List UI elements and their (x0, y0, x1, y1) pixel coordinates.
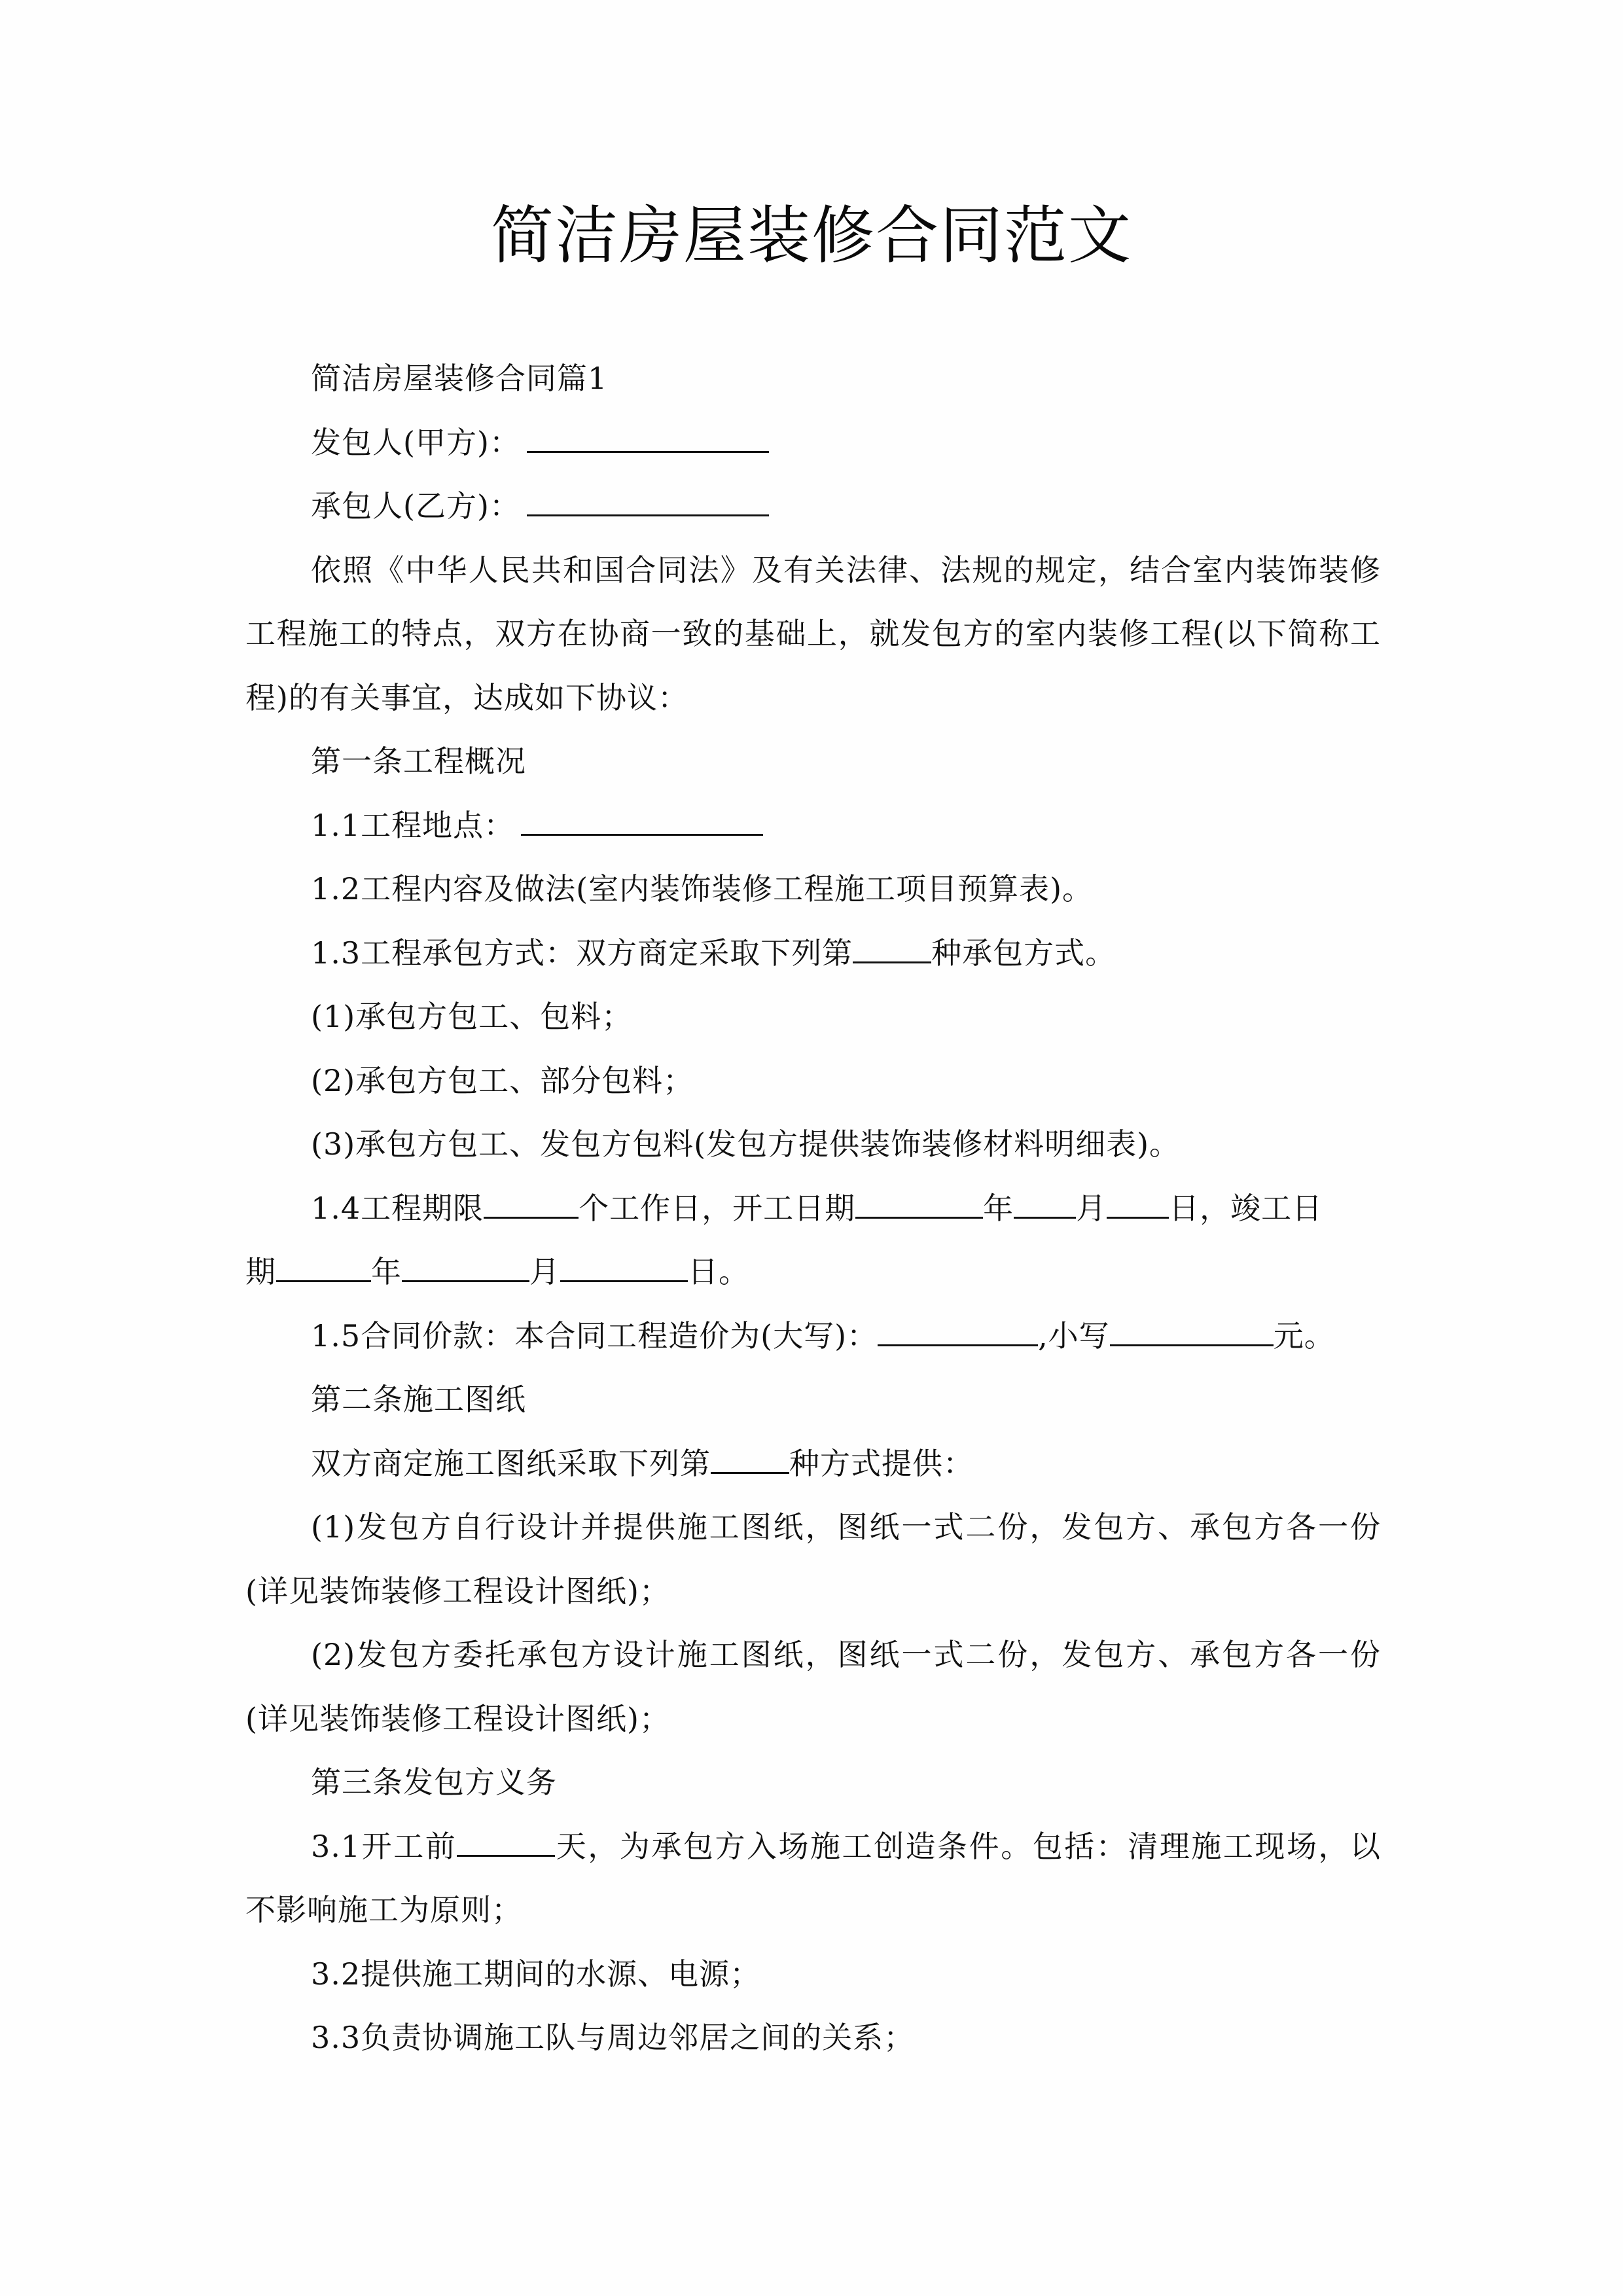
clause-3-3: 3.3负责协调施工队与周边邻居之间的关系； (311, 2020, 915, 2055)
month-label: 月 (529, 1254, 560, 1289)
clause-3-1-text: 3.1开工前 (311, 1828, 457, 1864)
clause-1-3-suffix: 种承包方式。 (931, 935, 1116, 971)
currency-label: 元。 (1273, 1318, 1335, 1354)
day-label: 日。 (688, 1254, 749, 1289)
document-body (245, 347, 1381, 2070)
end-date-label-cont: 期 (245, 1254, 276, 1289)
article1-heading: 第一条工程概况 (311, 744, 526, 779)
start-day-blank[interactable] (1107, 1191, 1169, 1219)
article2-heading: 第二条施工图纸 (311, 1382, 526, 1417)
party-b-line (245, 475, 1381, 539)
price-uppercase-blank[interactable] (878, 1318, 1038, 1346)
clause-1-5 (245, 1304, 1381, 1369)
article2-option-2: (2)发包方委托承包方设计施工图纸，图纸一式二份，发包方、承包方各一份(详见装饰装修工程设计图纸)； (245, 1637, 1381, 1736)
party-b-blank[interactable] (527, 488, 769, 516)
end-year-blank[interactable] (276, 1254, 371, 1282)
party-a-label: 发包人(甲方)： (311, 424, 520, 460)
article2-intro (245, 1432, 1381, 1496)
start-year-blank[interactable] (855, 1191, 983, 1219)
price-lowercase-blank[interactable] (1110, 1318, 1274, 1346)
month-label: 月 (1076, 1190, 1107, 1226)
year-label: 年 (371, 1254, 402, 1289)
party-a-blank[interactable] (527, 425, 769, 453)
work-days-blank[interactable] (484, 1191, 579, 1219)
document-title: 简洁房屋装修合同范文 (491, 199, 1132, 272)
clause-1-1 (245, 794, 1381, 858)
option-3: (3)承包方包工、发包方包料(发包方提供装饰装修材料明细表)。 (311, 1126, 1181, 1162)
clause-1-4-line1 (245, 1177, 1381, 1241)
clause-1-1-label: 1.1工程地点： (311, 807, 515, 843)
preamble-paragraph: 依照《中华人民共和国合同法》及有关法律、法规的规定，结合室内装饰装修工程施工的特点，双方在协商一致的基础上，就发包方的室内装修工程(以下简称工程)的有关事宜，达成如下协议： (245, 552, 1381, 715)
contract-mode-blank[interactable] (853, 935, 931, 963)
year-label: 年 (983, 1190, 1014, 1226)
article2-option-1: (1)发包方自行设计并提供施工图纸，图纸一式二份，发包方、承包方各一份(详见装饰装修工程设计图纸)； (245, 1509, 1381, 1609)
start-date-label: 个工作日，开工日期 (579, 1190, 856, 1226)
price-lowercase-label: ,小写 (1038, 1318, 1110, 1354)
clause-1-4-text: 1.4工程期限 (311, 1190, 484, 1226)
clause-1-3-text: 1.3工程承包方式：双方商定采取下列第 (311, 935, 853, 971)
start-month-blank[interactable] (1014, 1191, 1076, 1219)
option-1: (1)承包方包工、包料； (311, 999, 633, 1034)
clause-1-3 (245, 922, 1381, 986)
party-b-label: 承包人(乙方)： (311, 488, 520, 524)
site-address-blank[interactable] (521, 808, 763, 836)
clause-3-1-suffix: 天，为承包方入场施工创造条件。包括：清理施工现场，以不影响施工为原则； (245, 1828, 1382, 1928)
section-heading: 简洁房屋装修合同篇1 (311, 361, 608, 396)
clause-3-1 (245, 1815, 1381, 1943)
end-date-label: 日，竣工日 (1169, 1190, 1323, 1226)
clause-1-2: 1.2工程内容及做法(室内装饰装修工程施工项目预算表)。 (311, 871, 1094, 906)
party-a-line (245, 411, 1381, 475)
clause-3-2: 3.2提供施工期间的水源、电源； (311, 1956, 761, 1992)
article3-heading: 第三条发包方义务 (311, 1765, 557, 1800)
contract-price-label: 1.5合同价款：本合同工程造价为(大写)： (311, 1318, 878, 1354)
drawing-mode-blank[interactable] (711, 1446, 789, 1474)
end-month-blank[interactable] (402, 1254, 529, 1282)
drawing-mode-suffix: 种方式提供： (789, 1445, 974, 1481)
end-day-blank[interactable] (560, 1254, 688, 1282)
drawing-mode-text: 双方商定施工图纸采取下列第 (311, 1445, 711, 1481)
days-before-start-blank[interactable] (457, 1829, 555, 1857)
option-2: (2)承包方包工、部分包料； (311, 1062, 694, 1098)
clause-1-4-line2 (245, 1240, 1381, 1304)
